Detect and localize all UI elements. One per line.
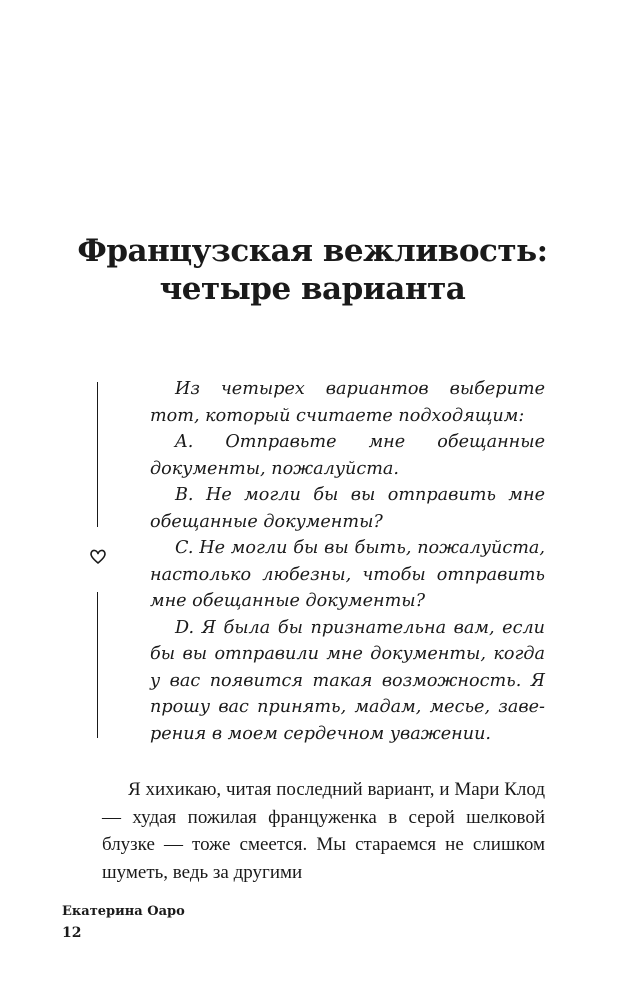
sidebar-line-bottom bbox=[97, 592, 98, 738]
quote-block bbox=[150, 376, 545, 747]
quote-option-b: B. Не могли бы вы отправить мне обещанные документы? bbox=[150, 485, 545, 532]
quote-option-c: C. Не могли бы вы быть, пожалуйста, настолько любезны, чтобы отправить мне обещанные документы? bbox=[150, 538, 545, 611]
footer-author: Екатерина Оаро bbox=[62, 904, 185, 919]
chapter-title-line-2: четыре варианта bbox=[159, 271, 466, 307]
quote-option-a: A. Отправьте мне обещанные документы, пожалуйста. bbox=[150, 432, 545, 479]
sidebar-line-top bbox=[97, 382, 98, 527]
chapter-title-line-1: Французская вежливость: bbox=[77, 233, 548, 269]
quote-option-d: D. Я была бы признательна вам, если бы вы отправили мне документы, когда у вас появится такая возможность. Я прошу вас принять, мадам, месье, заверения в моем сердечном уважении. bbox=[150, 617, 545, 744]
page-number: 12 bbox=[62, 925, 82, 941]
body-paragraph: Я хихикаю, читая последний вариант, и Мари Клод — худая пожилая француженка в серой шелковой блузке — тоже смеется. Мы стараемся не слишком шуметь, ведь за другими bbox=[102, 779, 545, 883]
heart-icon bbox=[88, 546, 108, 566]
chapter-title bbox=[0, 232, 625, 308]
quote-intro: Из четырех вариантов выберите тот, который считаете подходящим: bbox=[150, 379, 545, 426]
